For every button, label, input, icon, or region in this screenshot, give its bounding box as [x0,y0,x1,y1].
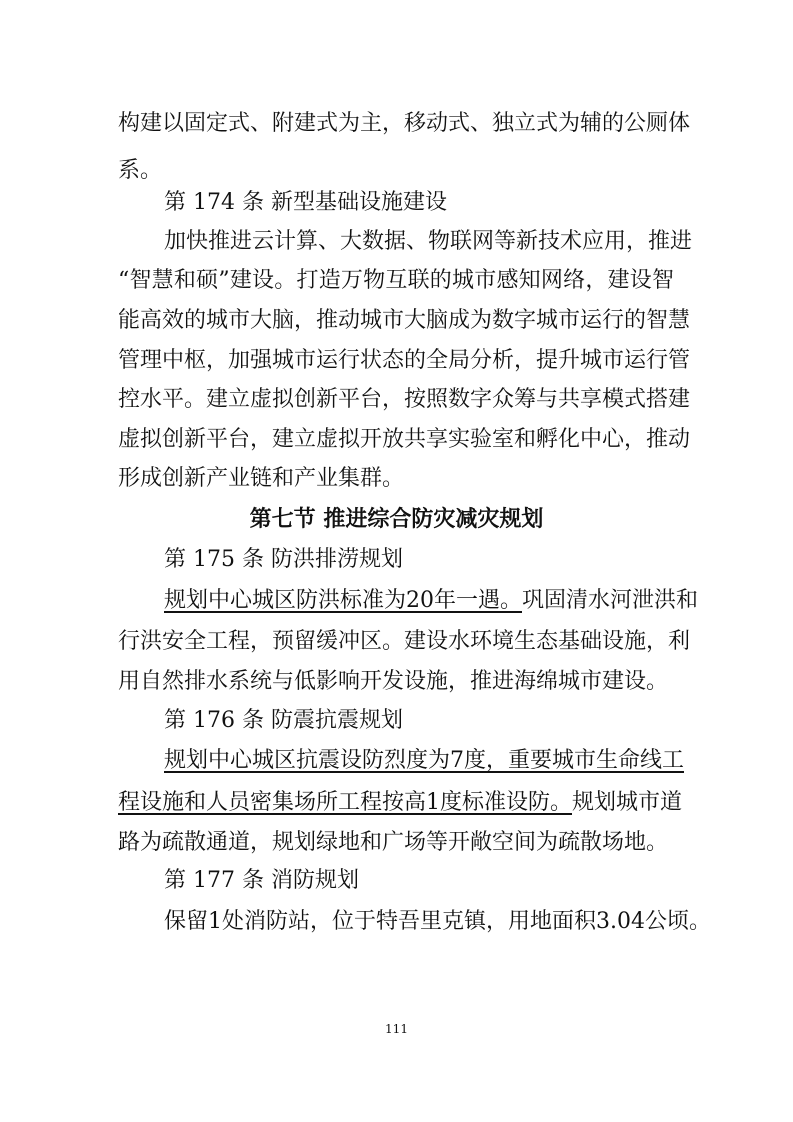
article-176-title: 第 176 条 防震抗震规划 [164,708,403,733]
section-7-heading: 第七节 推进综合防灾减灾规划 [249,507,544,532]
article-174-line-2: “智慧和硕”建设。打造万物互联的城市感知网络，建设智 [118,268,674,293]
article-177-line-1: 保留1处消防站，位于特吾里克镇，用地面积3.04公顷。 [164,909,711,934]
article-176-line-2 [118,788,683,818]
article-175-line-1-rest: 巩固清水河泄洪和 [522,588,699,613]
article-175-line-2: 行洪安全工程，预留缓冲区。建设水环境生态基础设施，利 [118,629,691,654]
article-174-title: 第 174 条 新型基础设施建设 [164,190,447,215]
article-176-line-3: 路为疏散通道，规划绿地和广场等开敞空间为疏散场地。 [118,830,669,855]
paragraph-public-toilet-line-1: 构建以固定式、附建式为主，移动式、独立式为辅的公厕体 [118,111,691,136]
article-174-line-3: 能高效的城市大脑，推动城市大脑成为数字城市运行的智慧 [118,308,691,333]
article-175-title: 第 175 条 防洪排涝规划 [164,547,403,572]
seismic-standard-underlined: 程设施和人员密集场所工程按高1度标准设防。 [118,790,572,815]
article-174-line-7: 形成创新产业链和产业集群。 [118,466,405,491]
flood-standard-underlined: 规划中心城区防洪标准为20年一遇。 [164,588,522,613]
page-number: 111 [385,1022,408,1036]
paragraph-public-toilet-line-2: 系。 [118,158,163,183]
article-176-line-2-rest: 规划城市道 [572,790,683,815]
article-174-line-4: 管理中枢，加强城市运行状态的全局分析，提升城市运行管 [118,348,691,373]
article-174-line-6: 虚拟创新平台，建立虚拟开放共享实验室和孵化中心，推动 [118,427,691,452]
article-176-line-1: 规划中心城区抗震设防烈度为7度，重要城市生命线工 [164,748,684,773]
article-174-line-1: 加快推进云计算、大数据、物联网等新技术应用，推进 [164,229,693,254]
article-175-line-1 [164,586,699,616]
article-177-title: 第 177 条 消防规划 [164,868,359,893]
article-174-line-5: 控水平。建立虚拟创新平台，按照数字众筹与共享模式搭建 [118,387,691,412]
article-175-line-3: 用自然排水系统与低影响开发设施，推进海绵城市建设。 [118,669,669,694]
